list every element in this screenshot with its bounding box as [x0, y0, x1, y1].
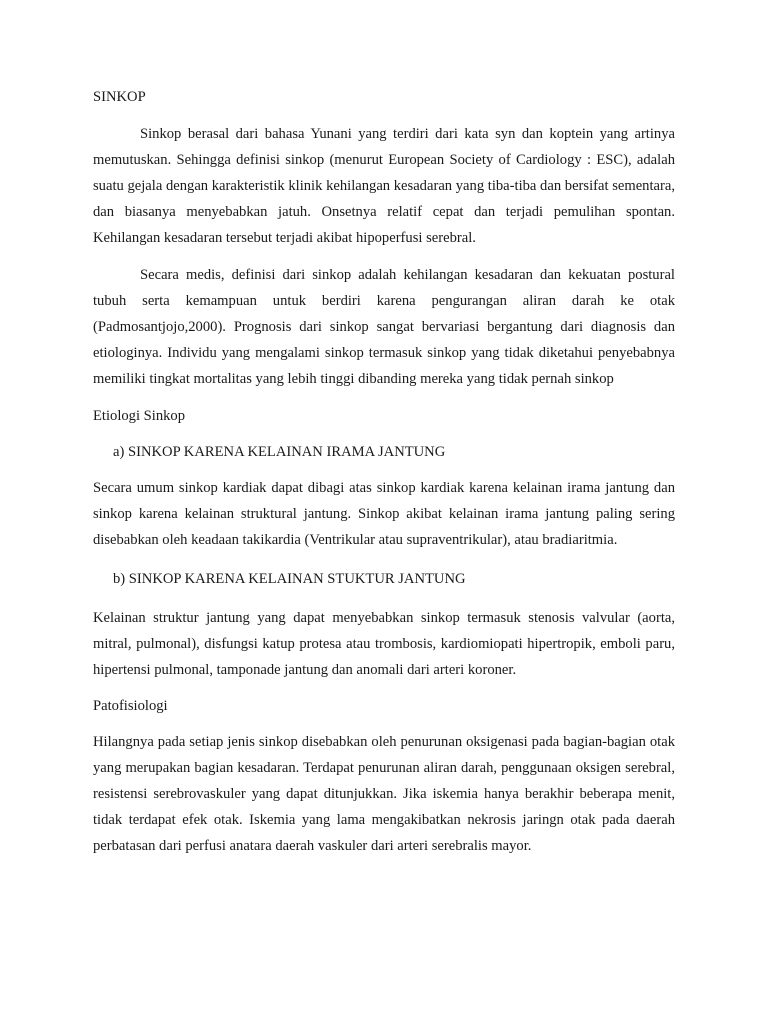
etiologi-heading: Etiologi Sinkop — [93, 408, 186, 424]
paragraph-medical-definition: Secara medis, definisi dari sinkop adalah kehilangan kesadaran dan kekuatan postural tubuh serta kemampuan untuk berdiri karena pengurangan aliran darah ke otak (Padmosantjojo,2000). Prognosis dari sinkop sangat bervariasi bergantung dari diagnosis dan etiologinya. Individu yang mengalami sinkop termasuk sinkop yang tidak diketahui penyebabnya memiliki tingkat mortalitas yang lebih tinggi dibanding mereka yang tidak pernah sinkop — [93, 267, 675, 387]
document-title: SINKOP — [93, 89, 146, 105]
paragraph-pathophysiology: Hilangnya pada setiap jenis sinkop disebabkan oleh penurunan oksigenasi pada bagian-bagian otak yang merupakan bagian kesadaran. Terdapat penurunan aliran darah, penggunaan oksigen serebral, resistensi serebrovaskuler yang dapat ditunjukkan. Jika iskemia hanya berakhir beberapa menit, tidak terdapat efek otak. Iskemia yang lama mengakibatkan nekrosis jaringn otak pada daerah perbatasan dari perfusi anatara daerah vaskuler dari arteri serebralis mayor. — [93, 734, 675, 854]
paragraph-structure: Kelainan struktur jantung yang dapat menyebabkan sinkop termasuk stenosis valvular (aorta, mitral, pulmonal), disfungsi katup protesa atau trombosis, kardiomiopati hipertropik, emboli paru, hipertensi pulmonal, tamponade jantung dan anomali dari arteri koroner. — [93, 610, 675, 678]
paragraph-definition: Sinkop berasal dari bahasa Yunani yang terdiri dari kata syn dan koptein yang artinya memutuskan. Sehingga definisi sinkop (menurut European Society of Cardiology : ESC), adalah suatu gejala dengan karakteristik klinik kehilangan kesadaran yang tiba-tiba dan bersifat sementara, dan biasanya menyebabkan jatuh. Onsetnya relatif cepat dan terjadi pemulihan spontan. Kehilangan kesadaran tersebut terjadi akibat hipoperfusi serebral. — [93, 126, 675, 246]
paragraph-rhythm: Secara umum sinkop kardiak dapat dibagi atas sinkop kardiak karena kelainan irama jantung dan sinkop karena kelainan struktural jantung. Sinkop akibat kelainan irama jantung paling sering disebabkan oleh keadaan takikardia (Ventrikular atau supraventrikular), atau bradiaritmia. — [93, 480, 675, 548]
patofisiologi-heading: Patofisiologi — [93, 698, 168, 714]
list-item-b: b) SINKOP KARENA KELAINAN STUKTUR JANTUNG — [113, 571, 466, 587]
list-item-a: a) SINKOP KARENA KELAINAN IRAMA JANTUNG — [113, 444, 446, 460]
